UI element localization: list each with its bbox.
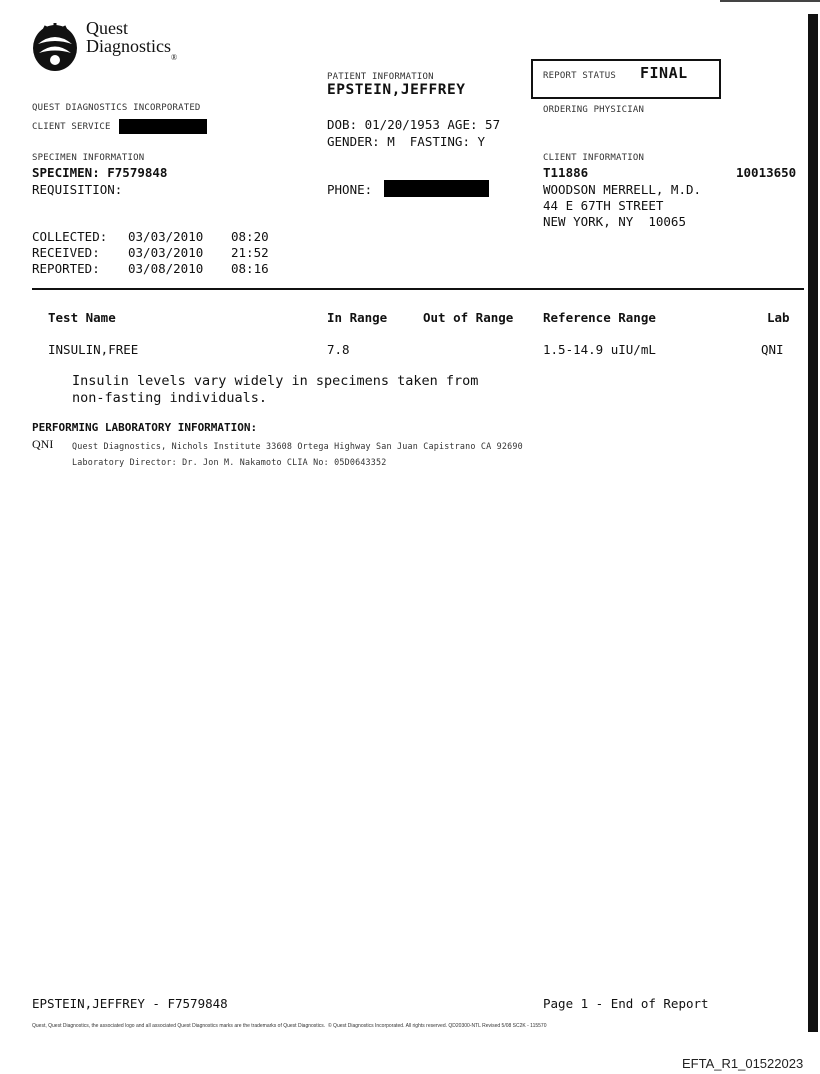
patient-gender-fasting: GENDER: M FASTING: Y: [327, 134, 486, 149]
phone-redaction: [384, 180, 489, 197]
lab-cell: QNI: [761, 342, 784, 357]
report-status-value: FINAL: [640, 64, 688, 82]
column-header-in-range: In Range: [327, 310, 388, 325]
patient-phone-label: PHONE:: [327, 182, 373, 197]
client-service-redaction: [119, 119, 207, 134]
patient-dob-age: DOB: 01/20/1953 AGE: 57: [327, 117, 501, 132]
report-status-label: REPORT STATUS: [543, 71, 617, 81]
client-street: 44 E 67TH STREET: [543, 198, 664, 213]
footer-legal: Quest, Quest Diagnostics, the associated logo and all associated Quest Diagnostics marks are the trademarks of Quest Diagnostics. © Quest Diagnostics Incorporated. All rights reserved. QD20300-NTL Revised 5/08 SC2K - 115570: [32, 1023, 547, 1029]
time-value: 08:16: [231, 261, 269, 276]
date-value: 03/03/2010: [128, 245, 204, 260]
quest-logo-icon: [32, 22, 78, 72]
company-name: QUEST DIAGNOSTICS INCORPORATED: [32, 103, 201, 113]
patient-name: EPSTEIN,JEFFREY: [327, 82, 466, 98]
client-info-label: CLIENT INFORMATION: [543, 153, 645, 163]
performing-lab-director: Laboratory Director: Dr. Jon M. Nakamoto CLIA No: 05D0643352: [72, 457, 387, 467]
ordering-physician-label: ORDERING PHYSICIAN: [543, 105, 645, 115]
top-edge-line: [720, 0, 820, 2]
column-header-reference-range: Reference Range: [543, 310, 656, 325]
client-physician: WOODSON MERRELL, M.D.: [543, 182, 702, 197]
column-header-test-name: Test Name: [48, 310, 116, 325]
client-id: T11886: [543, 165, 589, 180]
client-service-label: CLIENT SERVICE: [32, 122, 111, 132]
date-value: 03/08/2010: [128, 261, 204, 276]
in-range-cell: 7.8: [327, 342, 350, 357]
footer-page-info: Page 1 - End of Report: [543, 996, 709, 1011]
time-value: 21:52: [231, 245, 269, 260]
client-city: NEW YORK, NY 10065: [543, 214, 686, 229]
performing-lab-address: Quest Diagnostics, Nichols Institute 33608 Ortega Highway San Juan Capistrano CA 92690: [72, 441, 523, 451]
requisition-label: REQUISITION:: [32, 182, 123, 197]
performing-lab-code: QNI: [32, 437, 54, 451]
header-divider: [32, 288, 804, 290]
performing-lab-heading: PERFORMING LABORATORY INFORMATION:: [32, 421, 258, 434]
column-header-lab: Lab: [767, 310, 790, 325]
registered-mark: ®: [171, 53, 178, 62]
date-value: 03/03/2010: [128, 229, 204, 244]
footer-patient-specimen: EPSTEIN,JEFFREY - F7579848: [32, 996, 228, 1011]
specimen-info-label: SPECIMEN INFORMATION: [32, 153, 145, 163]
patient-info-label: PATIENT INFORMATION: [327, 72, 434, 82]
date-label: REPORTED:: [32, 261, 100, 276]
logo-line2: Diagnostics: [86, 36, 171, 56]
date-label: RECEIVED:: [32, 245, 100, 260]
client-account-number: 10013650: [736, 165, 797, 180]
column-header-out-of-range: Out of Range: [423, 310, 514, 325]
test-name-cell: INSULIN,FREE: [48, 342, 139, 357]
result-comment-line2: non-fasting individuals.: [72, 390, 268, 406]
logo-line1: Quest: [86, 18, 128, 38]
date-label: COLLECTED:: [32, 229, 108, 244]
result-comment-line1: Insulin levels vary widely in specimens taken from: [72, 373, 479, 389]
reference-range-cell: 1.5-14.9 uIU/mL: [543, 342, 656, 357]
scan-edge-bar: [808, 14, 818, 1032]
bates-number: EFTA_R1_01522023: [682, 1056, 804, 1071]
specimen-number: SPECIMEN: F7579848: [32, 165, 168, 180]
time-value: 08:20: [231, 229, 269, 244]
